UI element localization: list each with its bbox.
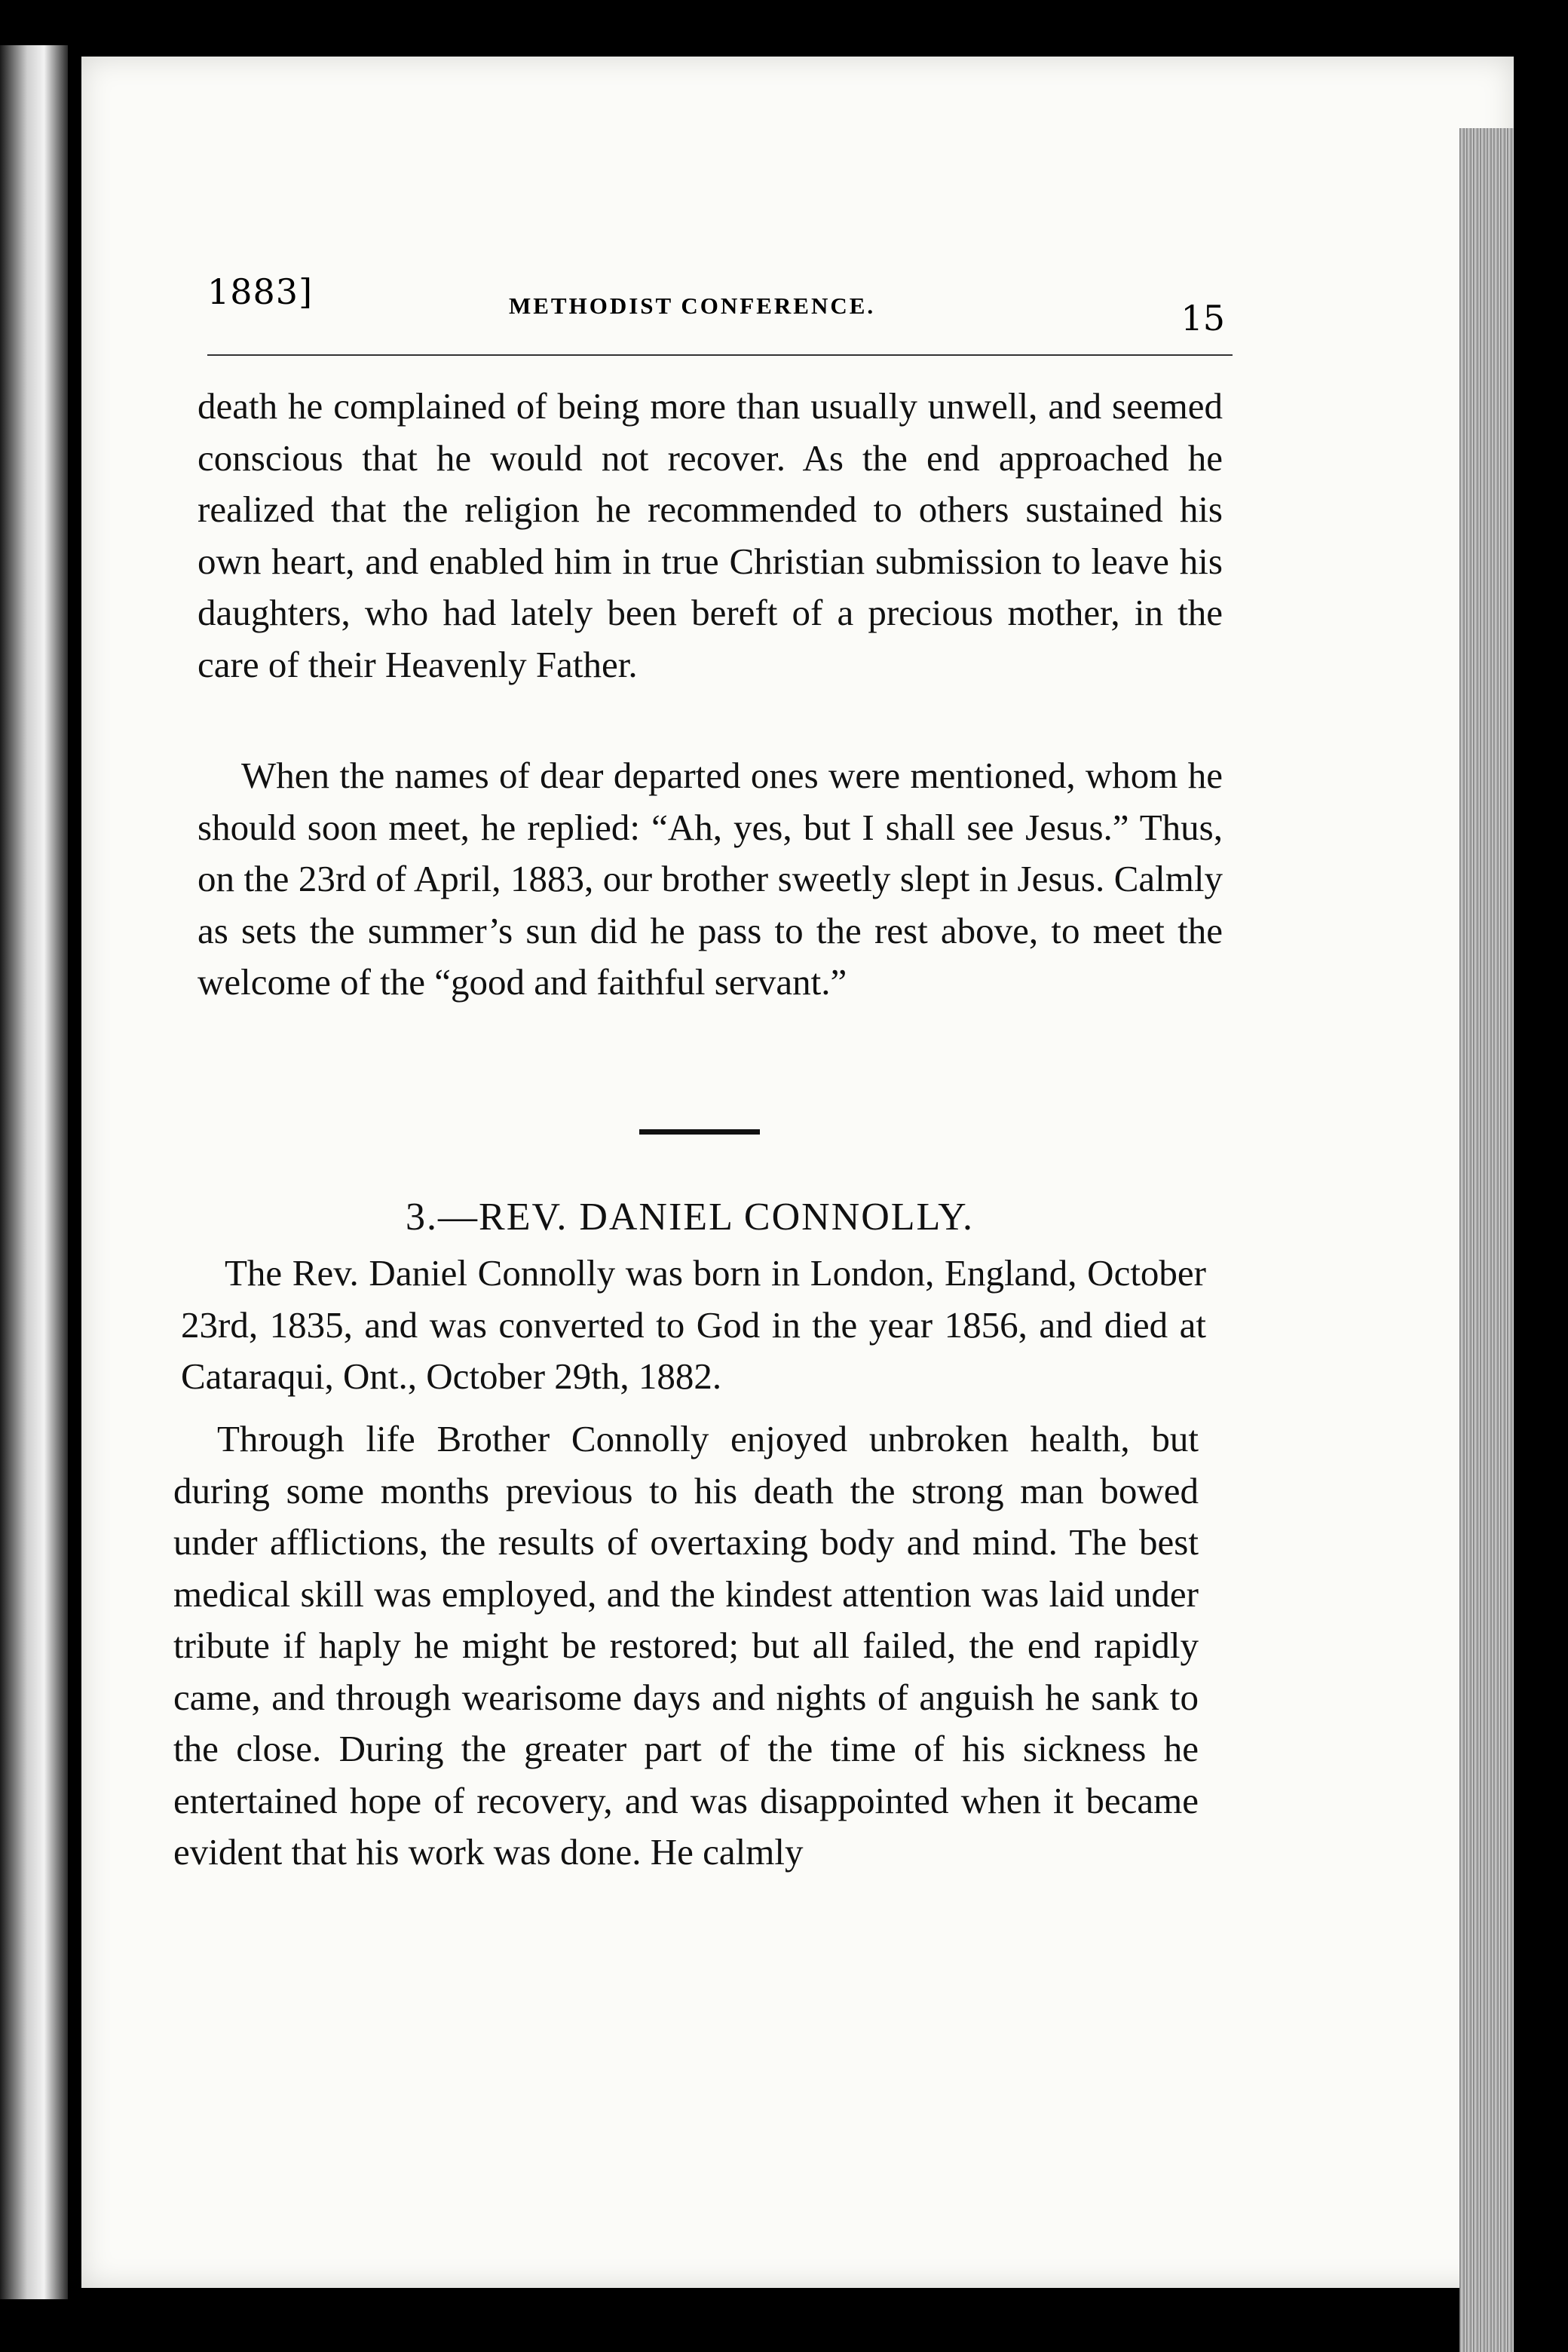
running-head <box>207 256 1233 356</box>
section-heading: 3.—REV. DANIEL CONNOLLY. <box>406 1196 974 1239</box>
paragraph-final-words: When the names of dear departed ones were mentioned, whom he should soon meet, he replied: “Ah, yes, but I shall see Jesus.” Thus, on the 23rd of April, 1883, our brother sweetly slept in Jesus. Calmly as sets the summer’s sun did he pass to the rest above, to meet the welcome of the “good and faithful servant.” <box>198 755 1223 1003</box>
paragraph-continued: death he complained of being more than usually unwell, and seemed conscious that he would not recover. As the end approached he realized that the religion he recommended to others sustained his own heart, and enabled him in true Christian submission to leave his daughters, who had lately been bereft of a precious mother, in the care of their Heavenly Father. <box>198 385 1223 685</box>
section-divider <box>639 1129 760 1135</box>
paragraph-birth: The Rev. Daniel Connolly was born in London, England, October 23rd, 1835, and was converted to God in the year 1856, and died at Cataraqui, Ont., October 29th, 1882. <box>181 1252 1206 1397</box>
page-number: 15 <box>1181 298 1225 338</box>
running-head-year: 1883] <box>207 271 314 312</box>
left-page-edge <box>0 45 68 2299</box>
page-fore-edge <box>1459 128 1514 2352</box>
running-head-title: METHODIST CONFERENCE. <box>509 292 876 319</box>
paragraph-illness: Through life Brother Connolly enjoyed unbroken health, but during some months previous to his death the strong man bowed under afflictions, the results of overtaxing body and mind. The best medical skill was employed, and the kindest attention was laid under tribute if haply he might be restored; but all failed, the end rapidly came, and through wearisome days and nights of anguish he sank to the close. During the greater part of the time of his sickness he entertained hope of recovery, and was disappointed when it became evident that his work was done. He calmly <box>173 1418 1199 1873</box>
